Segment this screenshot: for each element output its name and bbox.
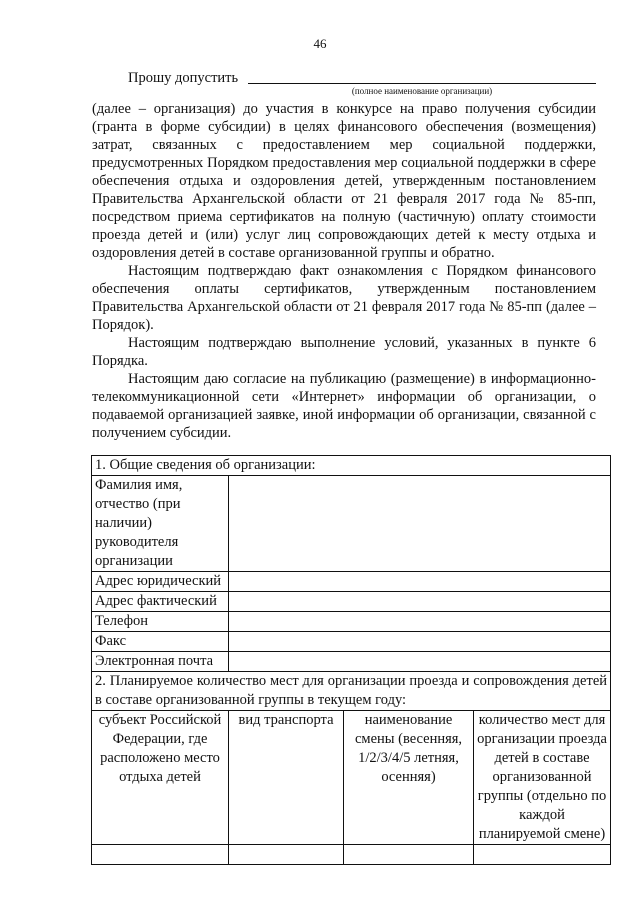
section1-title: 1. Общие сведения об организации: [92,456,611,476]
row-value-actual-address[interactable] [229,592,611,612]
cell-region[interactable] [92,845,229,865]
column-header-places: количество мест для организации проезда детей в составе организованной группы (отдельно по каждой планируемой смене) [474,711,611,845]
paragraph-conditions: Настоящим подтверждаю выполнение условий, указанных в пункте 6 Порядка. [92,335,596,369]
row-label-phone: Телефон [92,612,229,632]
row-value-legal-address[interactable] [229,572,611,592]
application-text [92,100,596,442]
row-value-director[interactable] [229,476,611,572]
row-label-legal-address: Адрес юридический [92,572,229,592]
cell-transport[interactable] [229,845,344,865]
section1-header-row [92,456,611,476]
columns-header-row [92,711,611,845]
table-row [92,592,611,612]
column-header-transport: вид транспорта [229,711,344,845]
row-value-phone[interactable] [229,612,611,632]
table-row [92,572,611,592]
table-row [92,632,611,652]
request-label: Прошу допустить [128,70,239,86]
column-header-region: субъект Российской Федерации, где расположено место отдыха детей [92,711,229,845]
table-row [92,652,611,672]
section2-title: 2. Планируемое количество мест для организации проезда и сопровождения детей в составе организованной группы в текущем году: [92,672,611,711]
page-number: 46 [313,36,327,51]
paragraph-consent: Настоящим даю согласие на публикацию (размещение) в информационно-телекоммуникационной сети «Интернет» информации об организации, о подаваемой организацией заявке, иной информации об организации, связанной с получением субсидии. [92,371,596,441]
table-row [92,845,611,865]
row-label-director: Фамилия имя, отчество (при наличии) руководителя организации [92,476,229,572]
column-header-shift: наименование смены (весенняя, 1/2/3/4/5 летняя, осенняя) [344,711,474,845]
organization-form-table [91,455,611,865]
row-value-email[interactable] [229,652,611,672]
section2-header-row [92,672,611,711]
cell-places[interactable] [474,845,611,865]
paragraph-intro: (далее – организация) до участия в конкурсе на право получения субсидии (гранта в форме субсидии) в целях финансового обеспечения (возмещения) затрат, связанных с предоставлением мер социальной поддержки, предусмотренных Порядком предоставления мер социальной поддержки в сфере обеспечения отдыха и оздоровления детей, утвержденным постановлением Правительства Архангельской области от 21 февраля 2017 года № 85-пп, посредством приема сертификатов на полную (частичную) оплату стоимости проезда детей и (или) услуг лиц сопровождающих детей к месту отдыха и оздоровления детей в составе организованной группы и обратно. [92,101,596,261]
organization-name-line[interactable] [248,83,596,84]
row-label-fax: Факс [92,632,229,652]
table-row [92,612,611,632]
cell-shift[interactable] [344,845,474,865]
table-row [92,476,611,572]
paragraph-acknowledgement: Настоящим подтверждаю факт ознакомления с Порядком финансового обеспечения оплаты сертификатов, утвержденным постановлением Правительства Архангельской области от 21 февраля 2017 года № 85-пп (далее – Порядок). [92,263,596,333]
organization-name-hint: (полное наименование организации) [351,86,493,96]
row-label-actual-address: Адрес фактический [92,592,229,612]
row-label-email: Электронная почта [92,652,229,672]
row-value-fax[interactable] [229,632,611,652]
